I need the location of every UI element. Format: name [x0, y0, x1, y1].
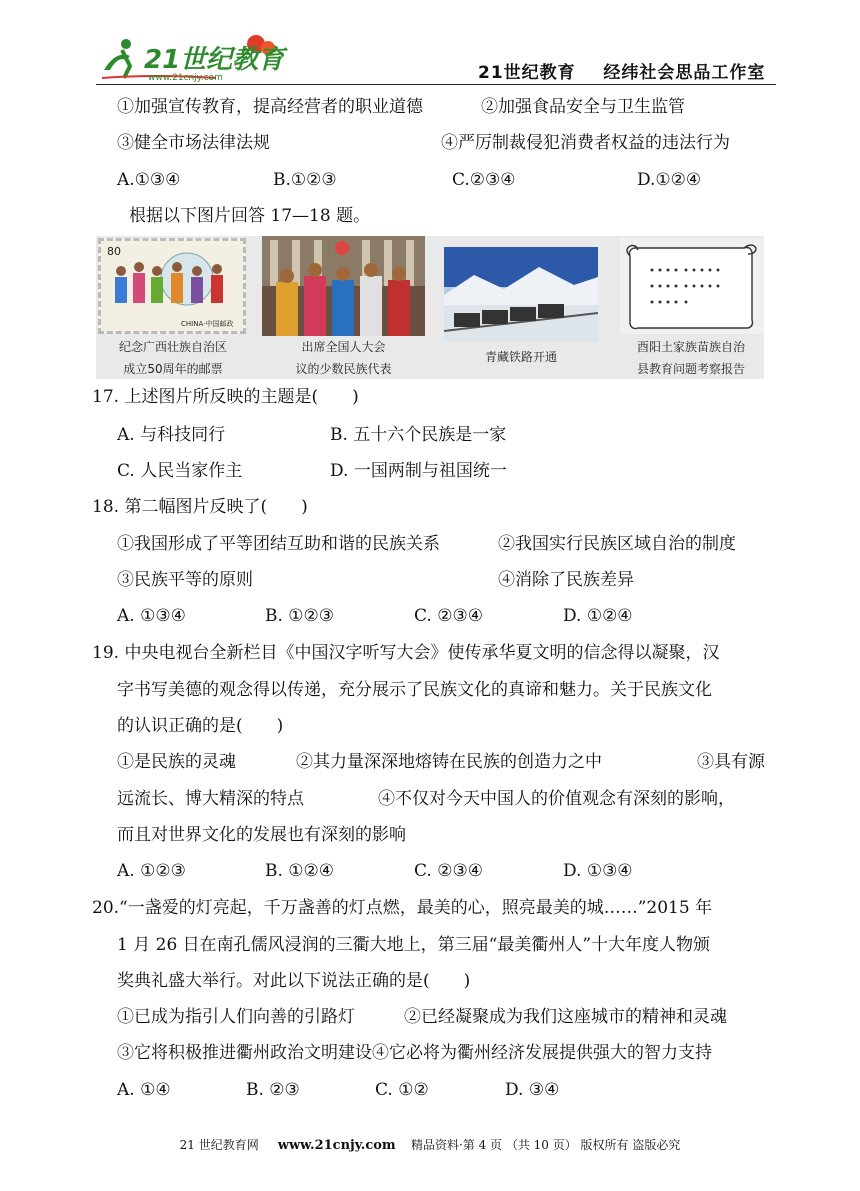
q17-choice-b: B. 五十六个民族是一家: [330, 425, 507, 445]
q16-choice-d: D.①②④: [637, 170, 702, 190]
header-rule: [96, 84, 776, 85]
brand-name: 21世纪教育: [478, 63, 576, 83]
q19-option-3-start: ③具有源: [697, 752, 765, 772]
picture-2-caption: [262, 336, 425, 380]
q18-choice-a: A. ①③④: [117, 606, 186, 626]
q20-options-3-4: ③它将积极推进衢州政治文明建设④它必将为衢州经济发展提供强大的智力支持: [117, 1043, 712, 1063]
picture-4-caption-line1: 酉阳土家族苗族自治: [636, 340, 745, 354]
q19-choice-d: D. ①③④: [563, 861, 633, 881]
q18-stem: 18. 第二幅图片反映了( ): [92, 497, 308, 517]
q18-choice-b: B. ①②③: [265, 606, 335, 626]
q20-line-2: 1 月 26 日在南孔儒风浸润的三衢大地上，第三届“最美衢州人”十大年度人物颁: [117, 935, 711, 955]
footer-site: 21 世纪教育网: [179, 1138, 259, 1152]
q19-line-2: 字书写美德的观念得以传递，充分展示了民族文化的真谛和魅力。关于民族文化: [117, 680, 712, 700]
q19-choice-c: C. ②③④: [414, 861, 483, 881]
q16-option-2: ②加强食品安全与卫生监管: [481, 97, 685, 117]
q16-option-1: ①加强宣传教育，提高经营者的职业道德: [117, 97, 423, 117]
representatives-photo: [262, 236, 425, 336]
q17-choice-c: C. 人民当家作主: [117, 461, 243, 481]
site-logo[interactable]: [96, 30, 296, 84]
q19-option-2: ②其力量深深地熔铸在民族的创造力之中: [296, 752, 602, 772]
q20-line-3: 奖典礼盛大举行。对此以下说法正确的是( ): [117, 971, 471, 991]
picture-3-caption: [444, 346, 598, 368]
q18-option-4: ④消除了民族差异: [498, 570, 634, 590]
footer-url[interactable]: www.21cnjy.com: [277, 1138, 396, 1153]
q19-line-1: 19. 中央电视台全新栏目《中国汉字听写大会》使传承华夏文明的信念得以凝聚，汉: [92, 643, 720, 663]
page-footer: [0, 1136, 860, 1153]
logo-text: 21世纪教育: [144, 45, 285, 75]
q20-option-1: ①已成为指引人们向善的引路灯: [117, 1007, 355, 1027]
q18-option-2: ②我国实行民族区域自治的制度: [498, 534, 736, 554]
q19-choice-b: B. ①②④: [265, 861, 335, 881]
q16-choice-a: A.①③④: [117, 170, 181, 190]
q19-option-1: ①是民族的灵魂: [117, 752, 236, 772]
q19-choice-a: A. ①②③: [117, 861, 186, 881]
q17-choice-d: D. 一国两制与祖国统一: [330, 461, 507, 481]
stamp-image: [98, 238, 246, 334]
q16-option-3: ③健全市场法律法规: [117, 133, 270, 153]
q17-choice-a: A. 与科技同行: [117, 425, 226, 445]
studio-name: 经纬社会思品工作室: [603, 63, 766, 83]
q20-line-1: 20.“一盏爱的灯亮起，千万盏善的灯点燃，最美的心，照亮最美的城……”2015 年: [92, 898, 713, 918]
picture-4-caption: [616, 336, 766, 380]
header-brand: [478, 58, 765, 83]
q20-option-2: ②已经凝聚成为我们这座城市的精神和灵魂: [404, 1007, 727, 1027]
q18-choice-d: D. ①②④: [563, 606, 633, 626]
q16-option-4: ④严厉制裁侵犯消费者权益的违法行为: [441, 133, 730, 153]
picture-1-caption-line1: 纪念广西壮族自治区: [118, 340, 227, 354]
picture-1-caption: [98, 336, 248, 380]
q16-choice-c: C.②③④: [452, 170, 516, 190]
q18-option-1: ①我国形成了平等团结互助和谐的民族关系: [117, 534, 440, 554]
report-scroll-image: [620, 238, 764, 334]
q20-choice-b: B. ②③: [246, 1080, 300, 1100]
q19-option-3-end: 远流长、博大精深的特点: [117, 789, 304, 809]
picture-4-caption-line2: 县教育问题考察报告: [636, 362, 745, 376]
q17-stem: 17. 上述图片所反映的主题是( ): [92, 387, 359, 407]
stamp-value: 80: [107, 245, 121, 258]
q20-choice-a: A. ①④: [117, 1080, 171, 1100]
railway-photo: [444, 247, 598, 342]
q16-choice-b: B.①②③: [273, 170, 337, 190]
stamp-brand: CHINA·中国邮政: [181, 320, 234, 328]
q18-option-3: ③民族平等的原则: [117, 570, 253, 590]
logo-url: www.21cnjy.com: [148, 73, 223, 83]
footer-info: 精品资料·第 4 页 （共 10 页） 版权所有 盗版必究: [410, 1138, 681, 1152]
picture-2-caption-line2: 议的少数民族代表: [295, 362, 392, 376]
picture-3-caption-line1: 青藏铁路开通: [484, 350, 557, 364]
q19-line-3: 的认识正确的是( ): [117, 716, 284, 736]
q19-option-4-start: ④不仅对今天中国人的价值观念有深刻的影响，: [378, 789, 735, 809]
q20-choice-d: D. ③④: [505, 1080, 560, 1100]
q20-choice-c: C. ①②: [375, 1080, 429, 1100]
q19-option-4-end: 而且对世界文化的发展也有深刻的影响: [117, 825, 406, 845]
picture-intro: 根据以下图片回答 17—18 题。: [129, 206, 371, 226]
picture-1-caption-line2: 成立50周年的邮票: [123, 362, 223, 376]
picture-2-caption-line1: 出席全国人大会: [301, 340, 386, 354]
q18-choice-c: C. ②③④: [414, 606, 483, 626]
